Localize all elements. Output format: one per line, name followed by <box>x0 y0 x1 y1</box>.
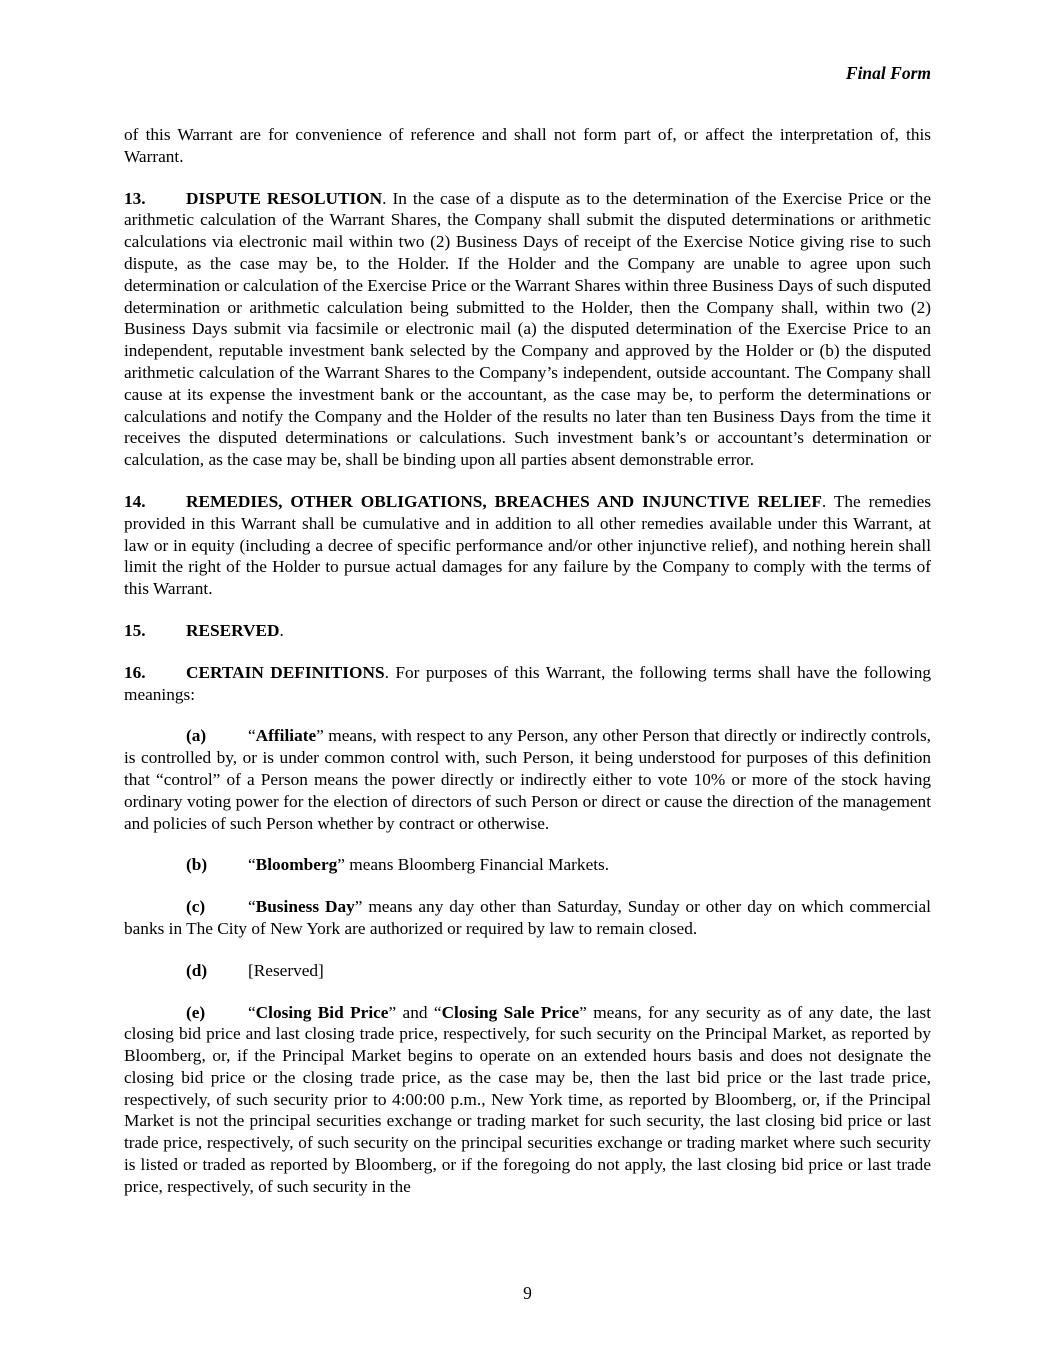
defined-term: Business Day <box>255 897 355 917</box>
section-title: DISPUTE RESOLUTION <box>186 188 383 208</box>
section-title: CERTAIN DEFINITIONS <box>186 662 385 682</box>
quote-connector: ” and “ <box>388 1002 442 1022</box>
definition-text: [Reserved] <box>248 960 324 980</box>
definition-bloomberg <box>124 854 931 876</box>
section-text: . In the case of a dispute as to the determination of the Exercise Price or the arithmetic calculation of the Warrant Shares, the Company shall submit the disputed determinations or arithmetic calculations via electronic mail within two (2) Business Days of receipt of the Exercise Notice giving rise to such dispute, as the case may be, to the Holder. If the Holder and the Company are unable to agree upon such determination or calculation of the Exercise Price or the Warrant Shares within three Business Days of such disputed determination or arithmetic calculation being submitted to the Holder, then the Company shall, within two (2) Business Days submit via facsimile or electronic mail (a) the disputed determination of the Exercise Price to an independent, reputable investment bank selected by the Company and approved by the Holder or (b) the disputed arithmetic calculation of the Warrant Shares to the Company’s independent, outside accountant. The Company shall cause at its expense the investment bank or the accountant, as the case may be, to perform the determinations or calculations and notify the Company and the Holder of the results no later than ten Business Days from the time it receives the disputed determinations or calculations. Such investment bank’s or accountant’s determination or calculation, as the case may be, shall be binding upon all parties absent demonstrable error. <box>124 188 931 470</box>
definition-affiliate <box>124 725 931 834</box>
section-number: 16. <box>124 662 146 682</box>
definition-reserved <box>124 960 931 982</box>
defined-term: Affiliate <box>255 726 317 746</box>
section-number: 15. <box>124 620 146 640</box>
open-quote: “ <box>248 1002 256 1022</box>
open-quote: “ <box>248 726 256 746</box>
definition-label: (d) <box>186 960 208 980</box>
section-title: RESERVED <box>186 620 280 640</box>
document-body <box>124 124 931 1218</box>
definition-closing-bid-price <box>124 1002 931 1198</box>
section-text: . For purposes of this Warrant, the following terms shall have the following meanings: <box>124 662 932 704</box>
section-14-remedies <box>124 491 931 600</box>
definition-label: (b) <box>186 855 208 875</box>
defined-term: Bloomberg <box>255 855 338 875</box>
section-16-certain-definitions <box>124 662 931 706</box>
section-number: 13. <box>124 188 146 208</box>
definition-label: (a) <box>186 726 207 746</box>
definition-text: ” means, with respect to any Person, any other Person that directly or indirectly controls, is controlled by, or is under common control with, such Person, it being understood for purposes of this definition that “control” of a Person means the power directly or indirectly either to vote 10% or more of the stock having ordinary voting power for the election of directors of such Person or direct or cause the direction of the management and policies of such Person whether by contract or otherwise. <box>124 726 931 833</box>
section-15-reserved <box>124 620 931 642</box>
definition-text: ” means any day other than Saturday, Sunday or other day on which commercial banks in The City of New York are authorized or required by law to remain closed. <box>124 897 931 938</box>
page-number: 9 <box>523 1283 532 1303</box>
section-text: . <box>279 620 284 640</box>
defined-term-2: Closing Sale Price <box>441 1002 580 1022</box>
definition-label: (e) <box>186 1002 206 1022</box>
intro-paragraph: of this Warrant are for convenience of reference and shall not form part of, or affect the interpretation of, this Warrant. <box>124 125 931 166</box>
document-page <box>124 0 931 1365</box>
section-number: 14. <box>124 491 146 511</box>
open-quote: “ <box>248 855 256 875</box>
open-quote: “ <box>248 897 256 917</box>
definition-label: (c) <box>186 897 206 917</box>
definition-business-day <box>124 896 931 940</box>
definition-text: ” means Bloomberg Financial Markets. <box>337 855 610 875</box>
defined-term: Closing Bid Price <box>255 1002 389 1022</box>
section-text: . The remedies provided in this Warrant shall be cumulative and in addition to all other remedies available under this Warrant, at law or in equity (including a decree of specific performance and/or other injunctive relief), and nothing herein shall limit the right of the Holder to pursue actual damages for any failure by the Company to comply with the terms of this Warrant. <box>124 491 931 599</box>
section-13-dispute-resolution <box>124 188 931 471</box>
section-title: REMEDIES, OTHER OBLIGATIONS, BREACHES AND INJUNCTIVE RELIEF <box>186 491 822 511</box>
definition-text: ” means, for any security as of any date, the last closing bid price and last closing trade price, respectively, for such security on the Principal Market, as reported by Bloomberg, or, if the Principal Market begins to operate on an extended hours basis and does not designate the closing bid price or the closing trade price, as the case may be, then the last bid price or the last trade price, respectively, of such security prior to 4:00:00 p.m., New York time, as reported by Bloomberg, or, if the Principal Market is not the principal securities exchange or trading market for such security, the last closing bid price or last trade price, respectively, of such security on the principal securities exchange or trading market where such security is listed or traded as reported by Bloomberg, or if the foregoing do not apply, the last closing bid price or last trade price, respectively, of such security in the <box>124 1002 932 1196</box>
page-header-final-form: Final Form <box>845 63 931 83</box>
